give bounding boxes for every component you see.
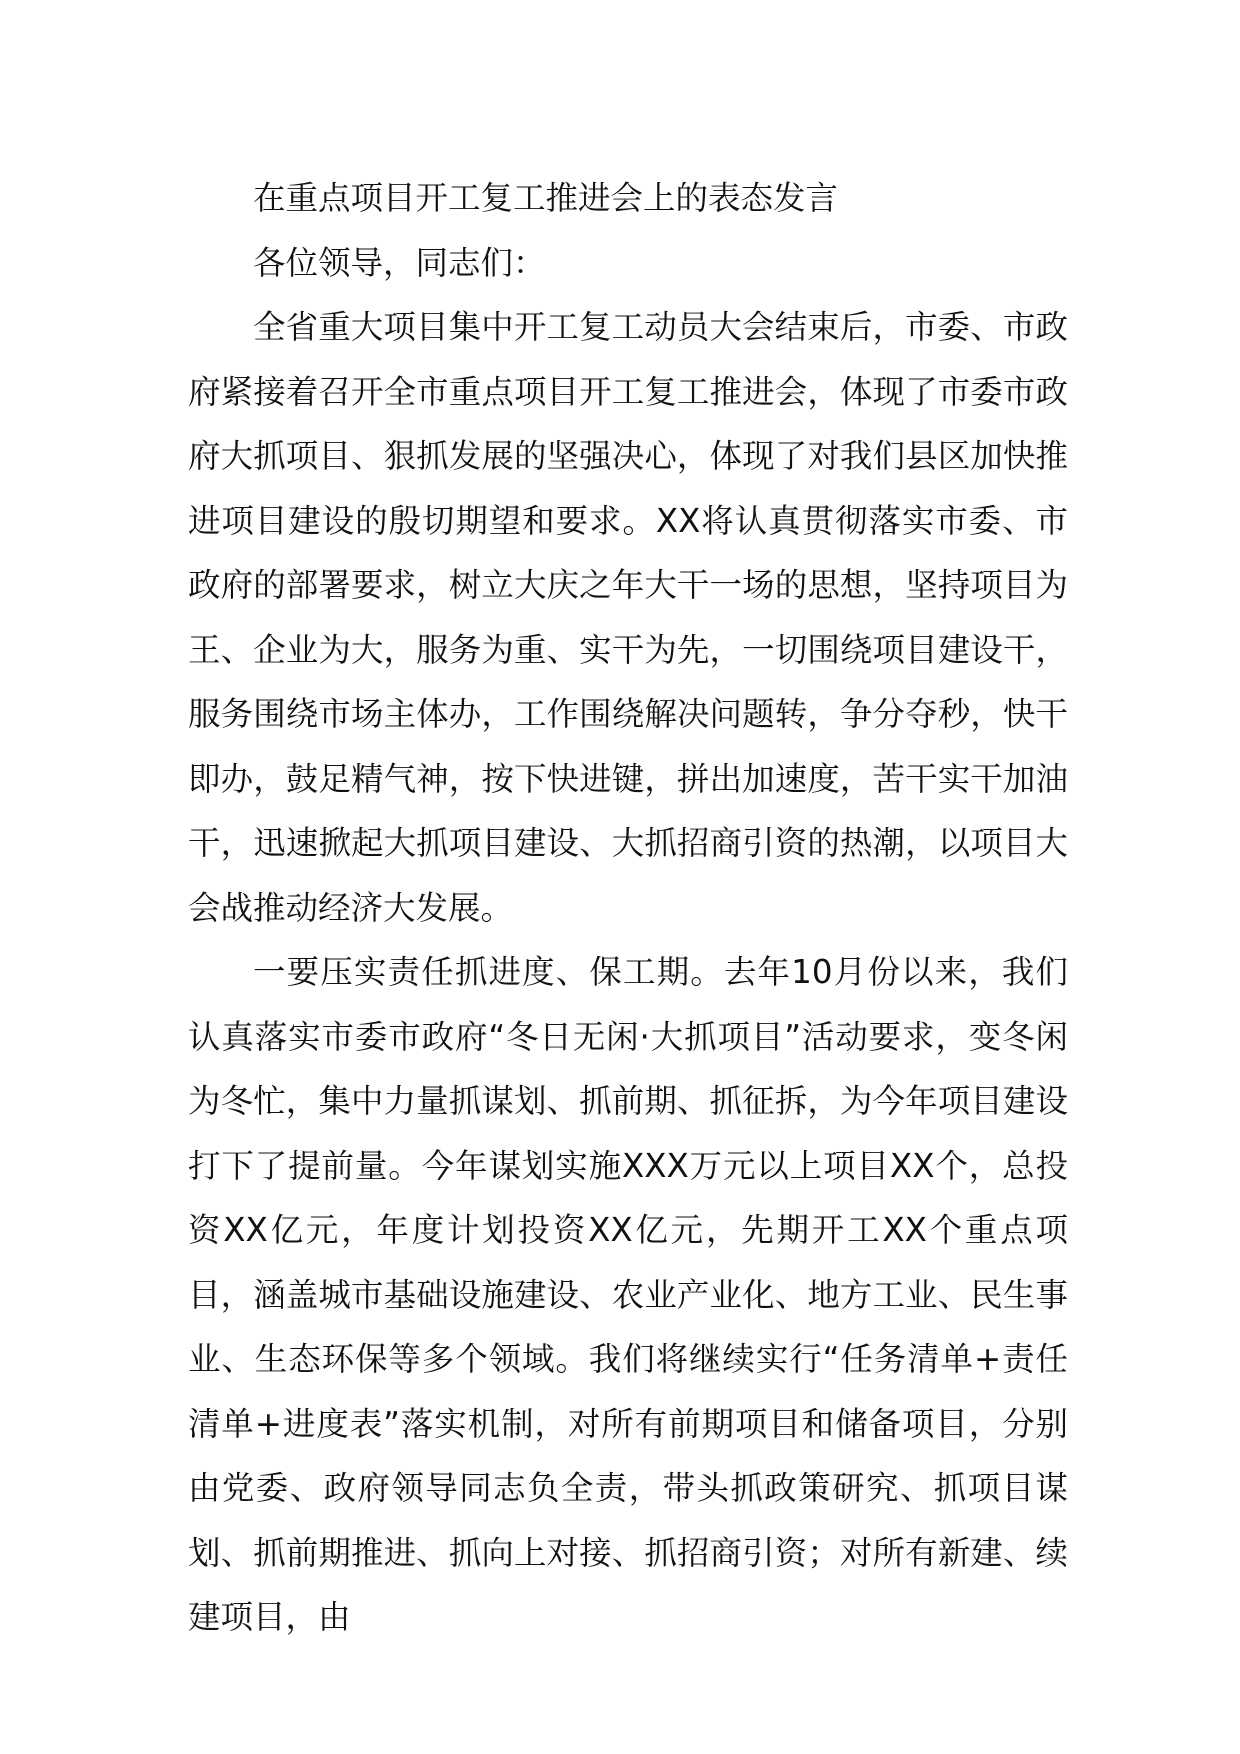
greeting-line: 各位领导，同志们： xyxy=(253,243,546,282)
body-paragraph-2: 一要压实责任抓进度、保工期。去年10月份以来，我们认真落实市委市政府“冬日无闲·大抓项目”活动要求，变冬闲为冬忙，集中力量抓谋划、抓前期、抓征拆，为今年项目建设打下了提前量。今年谋划实施XXX万元以上项目XX个，总投资XX亿元，年度计划投资XX亿元，先期开工XX个重点项目，涵盖城市基础设施建设、农业产业化、地方工业、民生事业、生态环保等多个领域。我们将继续实行“任务清单+责任清单+进度表”落实机制，对所有前期项目和储备项目，分别由党委、政府领导同志负全责，带头抓政策研究、抓项目谋划、抓前期推进、抓向上对接、抓招商引资；对所有新建、续建项目，由 xyxy=(188,953,1068,1636)
body-paragraph-1: 全省重大项目集中开工复工动员大会结束后，市委、市政府紧接着召开全市重点项目开工复工推进会，体现了市委市政府大抓项目、狠抓发展的坚强决心，体现了对我们县区加快推进项目建设的殷切期望和要求。XX将认真贯彻落实市委、市政府的部署要求，树立大庆之年大干一场的思想，坚持项目为王、企业为大，服务为重、实干为先，一切围绕项目建设干，服务围绕市场主体办，工作围绕解决问题转，争分夺秒，快干即办，鼓足精气神，按下快进键，拼出加速度，苦干实干加油干，迅速掀起大抓项目建设、大抓招商引资的热潮，以项目大会战推动经济大发展。 xyxy=(188,308,1068,927)
document-title: 在重点项目开工复工推进会上的表态发言 xyxy=(253,179,839,217)
document-body xyxy=(188,166,1068,1650)
